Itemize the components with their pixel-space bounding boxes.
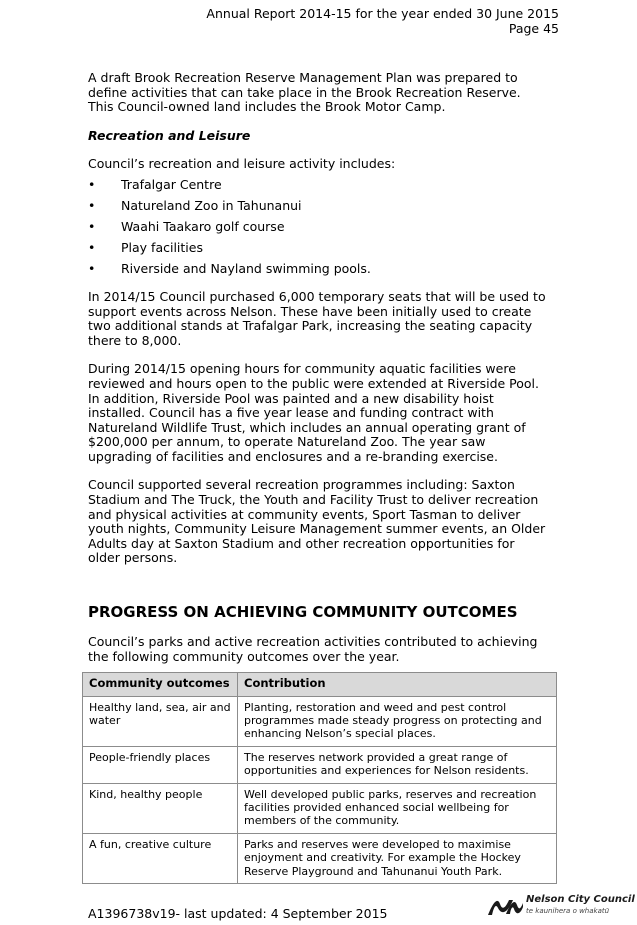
report-title: Annual Report 2014-15 for the year ended 30 June 2015 — [206, 6, 559, 21]
outcome-cell: A fun, creative culture — [83, 833, 238, 883]
list-item — [88, 199, 550, 214]
list-item-text: Play facilities — [121, 240, 203, 256]
list-item — [88, 241, 550, 256]
table-row — [83, 746, 557, 783]
recreation-intro: Council’s recreation and leisure activity includes: — [88, 156, 396, 172]
contribution-cell: The reserves network provided a great range of opportunities and experiences for Nelson residents. — [238, 746, 557, 783]
contribution-cell: Planting, restoration and weed and pest control programmes made steady progress on protecting and enhancing Nelson’s special places. — [238, 696, 557, 746]
section-heading: PROGRESS ON ACHIEVING COMMUNITY OUTCOMES — [88, 603, 518, 622]
table-row — [83, 783, 557, 833]
bullet-icon: • — [88, 198, 96, 214]
brook-reserve-paragraph: A draft Brook Recreation Reserve Management Plan was prepared to define activities that can take place in the Brook Recreation Reserve. This Council-owned land includes the Brook Motor Camp. — [88, 70, 521, 115]
logo-name: Nelson City Council — [526, 894, 635, 905]
outcome-cell: Healthy land, sea, air and water — [83, 696, 238, 746]
bullet-icon: • — [88, 240, 96, 256]
page-header — [206, 6, 559, 36]
outcomes-intro: Council’s parks and active recreation activities contributed to achieving the following community outcomes over the year. — [88, 634, 538, 664]
contribution-cell: Parks and reserves were developed to maximise enjoyment and creativity. For example the Hockey Reserve Playground and Tahunanui Youth Park. — [238, 833, 557, 883]
contribution-cell: Well developed public parks, reserves and recreation facilities provided enhanced social wellbeing for members of the community. — [238, 783, 557, 833]
page-content — [88, 71, 550, 884]
recreation-programmes-paragraph: Council supported several recreation programmes including: Saxton Stadium and The Truck, the Youth and Facility Trust to deliver recreation and physical activities at community events, Sport Tasman to deliver youth nights, Community Leisure Management summer events, an Older Adults day at Saxton Stadium and other recreation opportunities for older persons. — [88, 477, 546, 566]
outcome-cell: People-friendly places — [83, 746, 238, 783]
list-item-text: Natureland Zoo in Tahunanui — [121, 198, 302, 214]
list-item — [88, 178, 550, 193]
table-row — [83, 696, 557, 746]
document-reference: A1396738v19- last updated: 4 September 2015 — [88, 906, 388, 921]
aquatic-facilities-paragraph: During 2014/15 opening hours for community aquatic facilities were reviewed and hours open to the public were extended at Riverside Pool. In addition, Riverside Pool was painted and a new disability hoist installed. Council has a five year lease and funding contract with Natureland Wildlife Trust, which includes an annual operating grant of $200,000 per annum, to operate Natureland Zoo. The year saw upgrading of facilities and enclosures and a re-branding exercise. — [88, 361, 540, 464]
column-header-outcomes: Community outcomes — [83, 673, 238, 696]
table-row — [83, 833, 557, 883]
list-item-text: Riverside and Nayland swimming pools. — [121, 261, 371, 277]
recreation-subheading: Recreation and Leisure — [88, 127, 251, 143]
outcomes-table — [82, 672, 557, 884]
list-item — [88, 220, 550, 235]
list-item-text: Waahi Taakaro golf course — [121, 219, 285, 235]
council-logo — [486, 892, 635, 920]
table-header-row — [83, 673, 557, 696]
page-number: Page 45 — [508, 21, 559, 36]
nelson-city-council-logo-mark-icon — [486, 894, 524, 918]
bullet-icon: • — [88, 219, 96, 235]
bullet-icon: • — [88, 261, 96, 277]
recreation-list — [88, 178, 550, 277]
list-item-text: Trafalgar Centre — [121, 176, 222, 192]
temporary-seats-paragraph: In 2014/15 Council purchased 6,000 temporary seats that will be used to support events across Nelson. These have been initially used to create two additional stands at Trafalgar Park, increasing the seating capacity there to 8,000. — [88, 288, 546, 348]
bullet-icon: • — [88, 176, 96, 192]
column-header-contribution: Contribution — [238, 673, 557, 696]
outcome-cell: Kind, healthy people — [83, 783, 238, 833]
list-item — [88, 262, 550, 277]
logo-tagline: te kaunihera o whakatū — [526, 907, 610, 915]
